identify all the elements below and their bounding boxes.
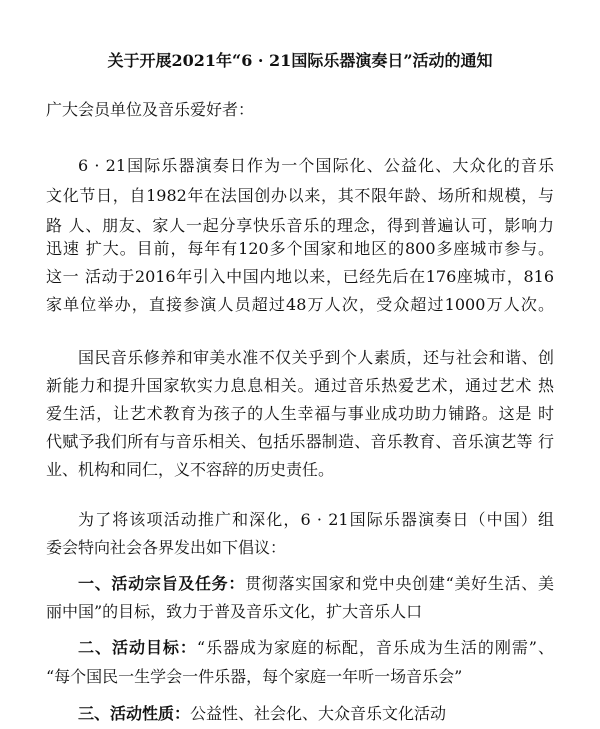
paragraph-line: 国民音乐修养和审美水准不仅关乎到个人素质，还与社会和谐、创 bbox=[78, 348, 554, 367]
item-heading: 一、活动宗旨及任务： bbox=[78, 574, 246, 593]
paragraph-line: 路 人、朋友、家人一起分享快乐音乐的理念，得到普遍认可，影响力 bbox=[46, 216, 554, 235]
paragraph-line: 为了将该项活动推广和深化，6 · 21国际乐器演奏日（中国）组 bbox=[78, 510, 554, 529]
item-line bbox=[78, 573, 554, 595]
item-line: 丽中国”的目标，致力于普及音乐文化，扩大音乐人口 bbox=[46, 602, 423, 621]
paragraph-line: 新能力和提升国家软实力息息相关。通过音乐热爱艺术，通过艺术 热 bbox=[46, 376, 554, 395]
paragraph-line: 文化节日，自1982年在法国创办以来，其不限年龄、场所和规模，与 bbox=[46, 186, 554, 205]
item-text: 公益性、社会化、大众音乐文化活动 bbox=[190, 704, 447, 723]
item-line: “每个国民一生学会一件乐器，每个家庭一年听一场音乐会” bbox=[46, 667, 463, 686]
paragraph-line: 6 · 21国际乐器演奏日作为一个国际化、公益化、大众化的音乐 bbox=[78, 156, 554, 175]
paragraph-line: 业、机构和同仁，义不容辞的历史责任。 bbox=[46, 460, 335, 479]
paragraph-line: 委会特向社会各界发出如下倡议： bbox=[46, 538, 287, 557]
item-heading: 二、活动目标： bbox=[78, 638, 197, 657]
item-text: 贯彻落实国家和党中央创建“美好生活、美 bbox=[245, 574, 554, 593]
paragraph-line: 这一 活动于2016年引入中国内地以来，已经先后在176座城市，816 bbox=[46, 267, 554, 286]
salutation: 广大会员单位及音乐爱好者： bbox=[46, 100, 255, 119]
paragraph-line: 代赋予我们所有与音乐相关、包括乐器制造、音乐教育、音乐演艺等 行 bbox=[46, 432, 554, 451]
paragraph-line: 家单位举办，直接参演人员超过48万人次，受众超过1000万人次。 bbox=[46, 295, 554, 314]
paragraph-line: 迅速 扩大。目前，每年有120多个国家和地区的800多座城市参与。 bbox=[46, 239, 554, 258]
item-heading: 三、活动性质： bbox=[78, 704, 191, 723]
notice-title: 关于开展2021年“6 · 21国际乐器演奏日”活动的通知 bbox=[107, 51, 493, 70]
item-line bbox=[78, 637, 554, 659]
paragraph-line: 爱生活，让艺术教育为孩子的人生幸福与事业成功助力铺路。这是 时 bbox=[46, 404, 554, 423]
item-text: “乐器成为家庭的标配，音乐成为生活的刚需”、 bbox=[196, 638, 554, 657]
item-line bbox=[78, 703, 446, 725]
